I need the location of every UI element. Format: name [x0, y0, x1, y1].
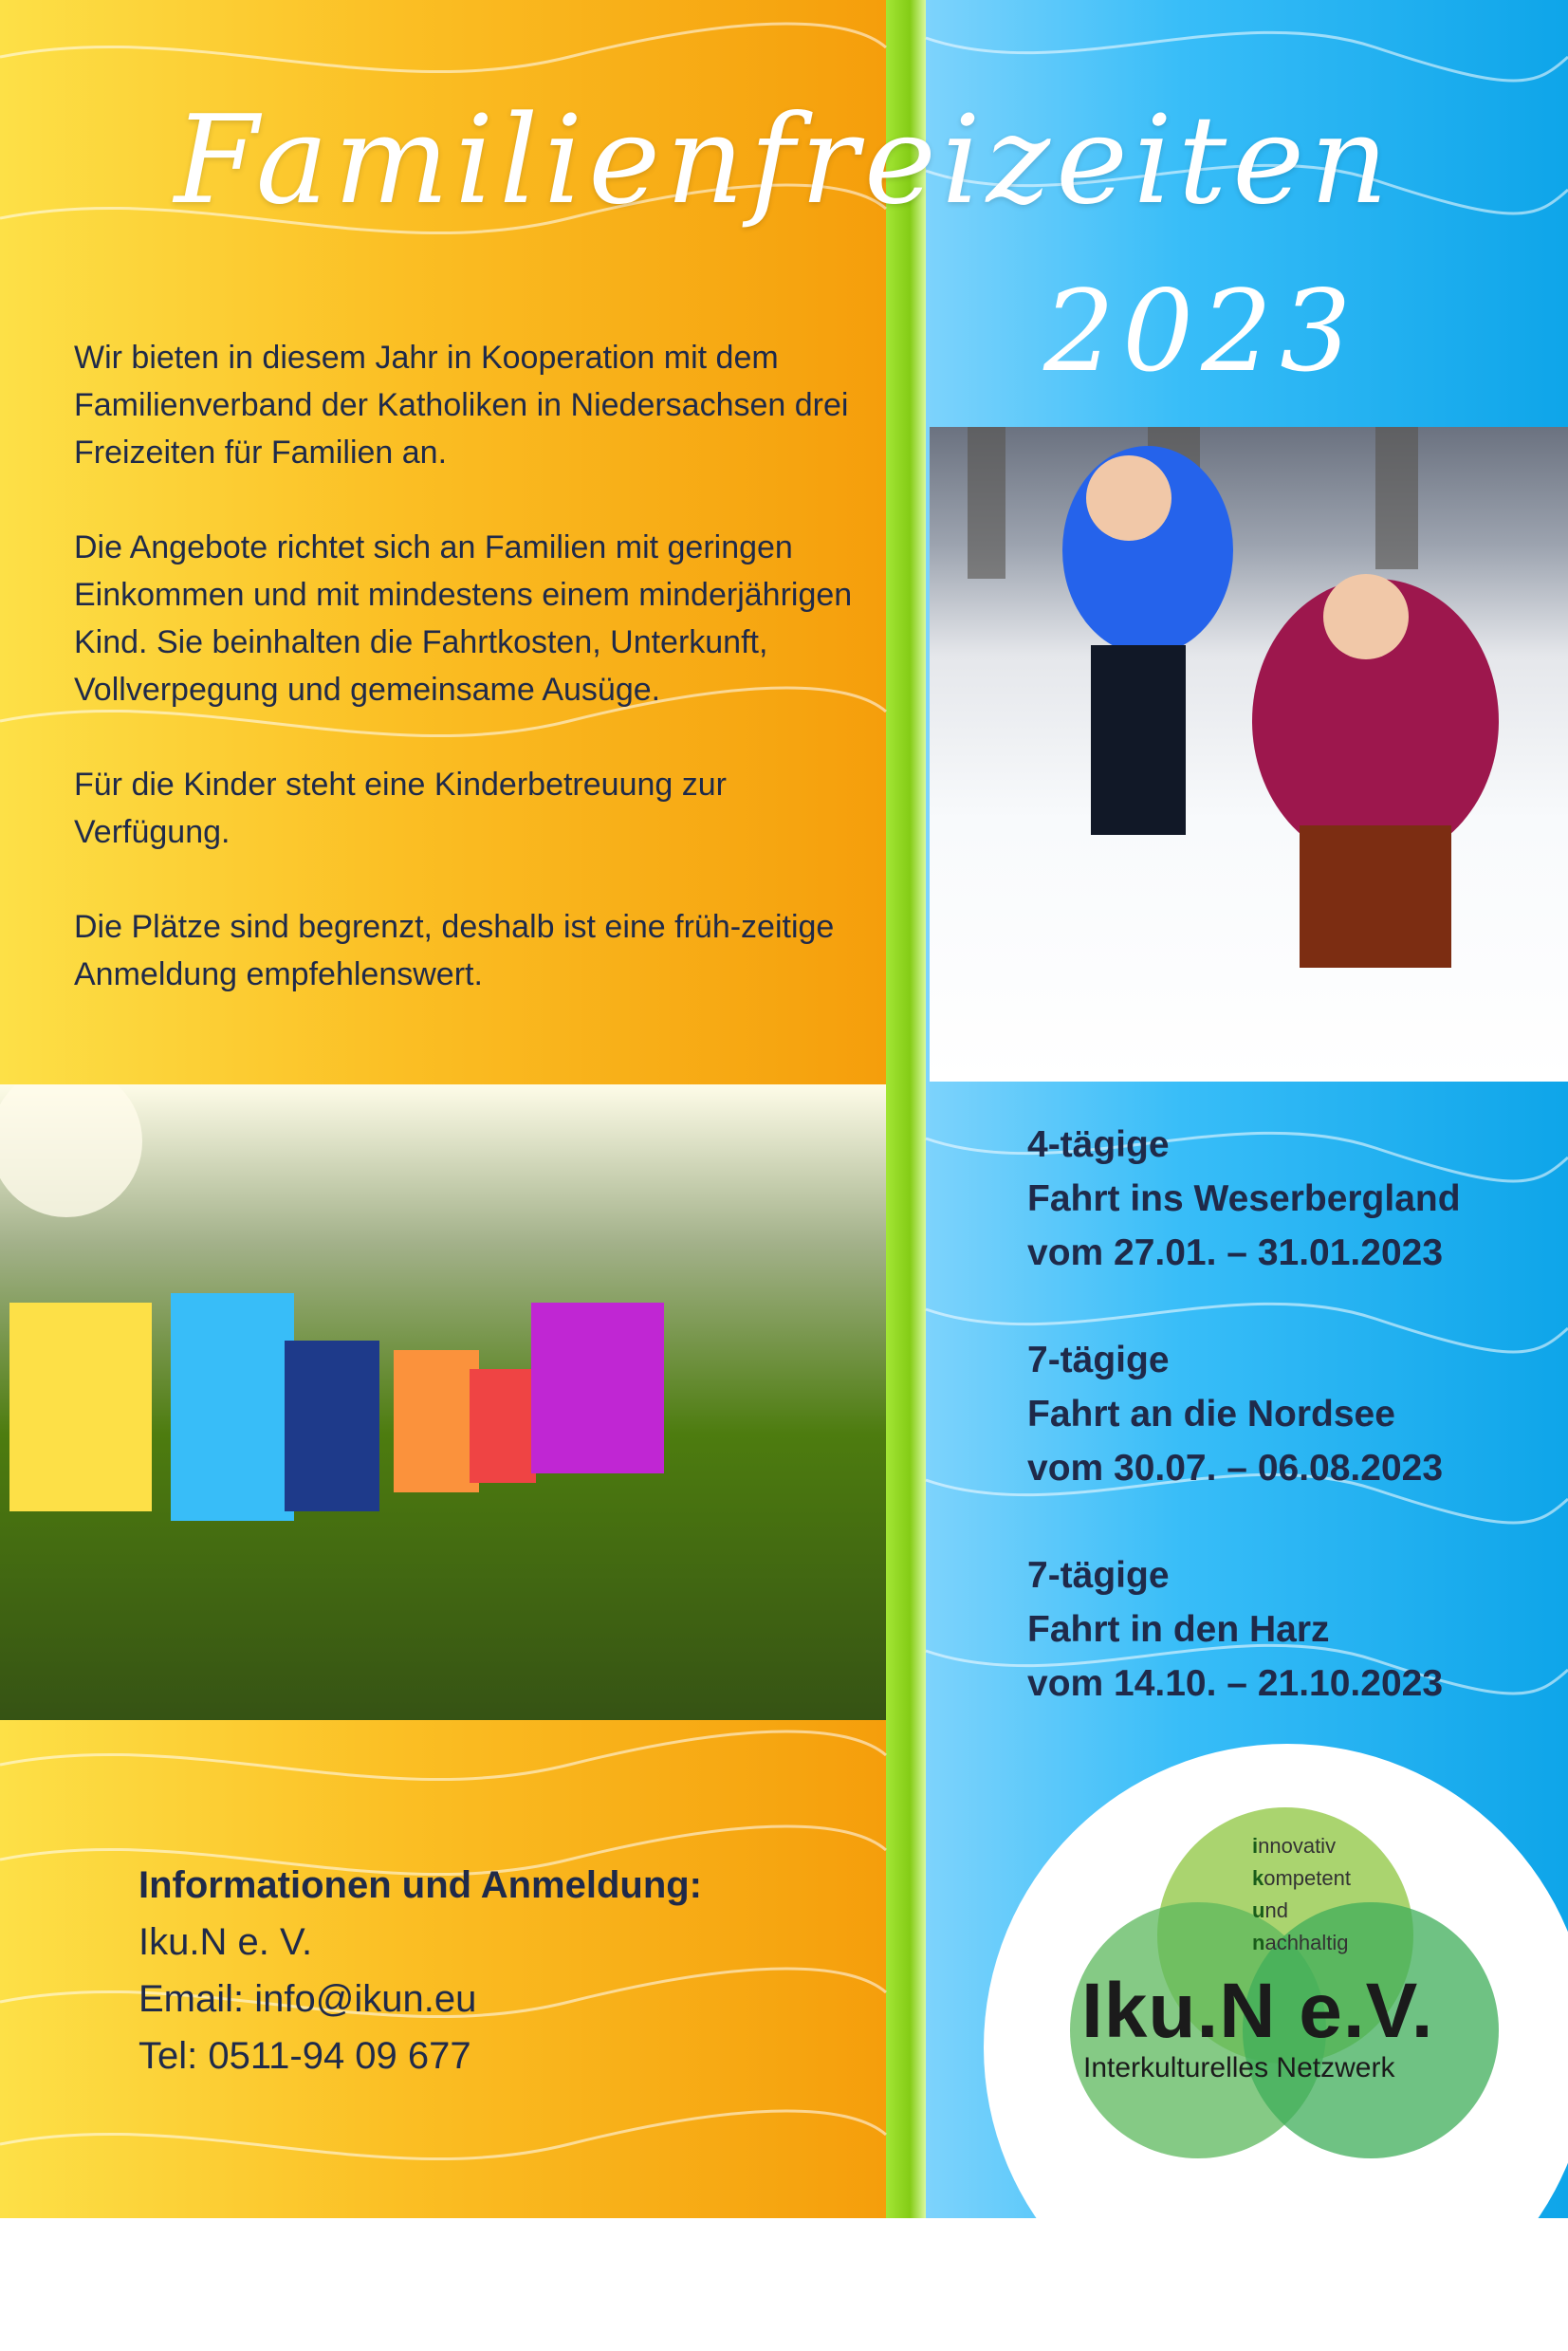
intro-text — [74, 334, 861, 1046]
logo-name: Iku.N e.V. — [1081, 1968, 1434, 2054]
contact-heading: Informationen und Anmeldung: — [138, 1864, 703, 1906]
trip-destination: Fahrt an die Nordsee — [1027, 1394, 1395, 1435]
contact-email[interactable]: Email: info@ikun.eu — [138, 1978, 477, 2020]
trip-dates: vom 27.01. – 31.01.2023 — [1027, 1232, 1444, 1273]
logo-tagline — [1252, 1830, 1351, 1959]
contact-block — [138, 1857, 702, 2084]
contact-org: Iku.N e. V. — [138, 1921, 313, 1963]
logo-tagline-initial: n — [1252, 1931, 1265, 1954]
page-title: Familienfreizeiten — [174, 90, 1394, 231]
logo-tagline-word: nd — [1264, 1898, 1288, 1922]
photo-children-meadow-illustration — [0, 1084, 886, 1720]
organization-logo — [1062, 1807, 1537, 2149]
trip-item — [1027, 1118, 1461, 1280]
logo-tagline-initial: i — [1252, 1834, 1259, 1858]
intro-paragraph: Wir bieten in diesem Jahr in Kooperation mit dem Familienverband der Katholiken in Niedersachsen drei Freizeiten für Familien an. — [74, 340, 849, 471]
logo-tagline-word: achhaltig — [1264, 1931, 1349, 1954]
intro-paragraph: Die Angebote richtet sich an Familien mit geringen Einkommen und mit mindestens einem minderjährigen Kind. Sie beinhalten die Fahrtkosten, Unterkunft, Vollverpegung und gemeinsame Ausüge. — [74, 529, 853, 708]
trip-duration: 7-tägige — [1027, 1340, 1170, 1380]
intro-paragraph: Die Plätze sind begrenzt, deshalb ist eine früh-zeitige Anmeldung empfehlenswert. — [74, 909, 835, 992]
photo-children-meadow — [0, 1084, 886, 1720]
logo-tagline-word: nnovativ — [1258, 1834, 1337, 1858]
logo-tagline-initial: u — [1252, 1898, 1265, 1922]
page-year: 2023 — [1043, 266, 1359, 397]
trip-dates: vom 30.07. – 06.08.2023 — [1027, 1448, 1444, 1489]
trip-destination: Fahrt ins Weserbergland — [1027, 1178, 1461, 1219]
intro-paragraph: Für die Kinder steht eine Kinderbetreuung zur Verfügung. — [74, 767, 727, 850]
trip-item — [1027, 1333, 1461, 1495]
trip-dates: vom 14.10. – 21.10.2023 — [1027, 1663, 1444, 1704]
photo-children-snow — [930, 427, 1568, 1082]
logo-subtitle: Interkulturelles Netzwerk — [1083, 2052, 1395, 2083]
trip-list — [1027, 1118, 1461, 1764]
trip-destination: Fahrt in den Harz — [1027, 1609, 1330, 1650]
trip-duration: 4-tägige — [1027, 1124, 1170, 1165]
logo-tagline-initial: k — [1252, 1866, 1264, 1890]
trip-duration: 7-tägige — [1027, 1555, 1170, 1596]
photo-children-snow-illustration — [930, 427, 1568, 1082]
logo-tagline-word: ompetent — [1264, 1866, 1351, 1890]
trip-item — [1027, 1548, 1461, 1711]
contact-phone[interactable]: Tel: 0511-94 09 677 — [138, 2035, 471, 2077]
